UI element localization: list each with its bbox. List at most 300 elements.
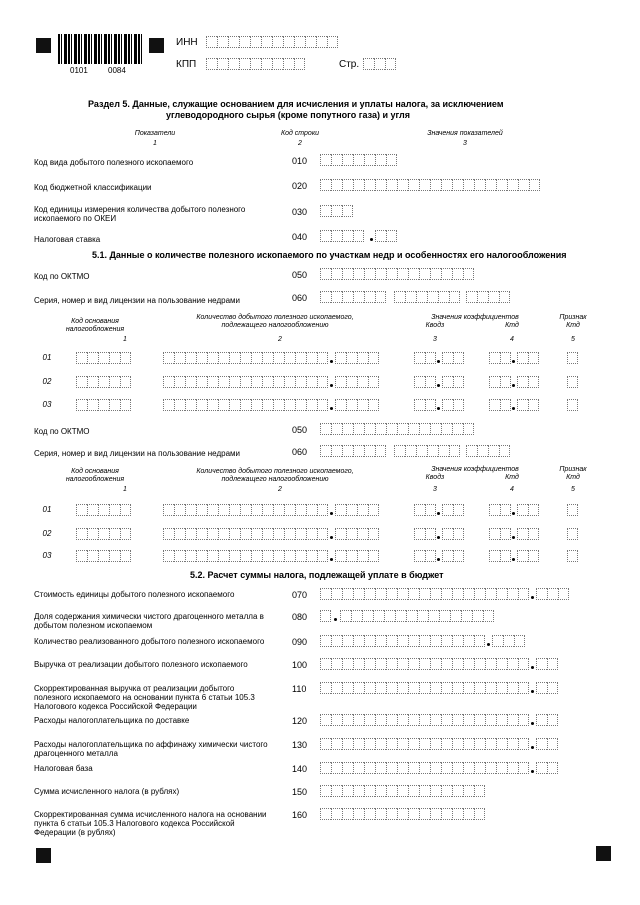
sub51-a-license-number[interactable] bbox=[394, 291, 460, 303]
cell[interactable] bbox=[342, 658, 353, 670]
sub52-row-160-int-field[interactable] bbox=[320, 808, 485, 820]
cell[interactable] bbox=[463, 635, 474, 647]
cell[interactable] bbox=[419, 762, 430, 774]
cell[interactable] bbox=[397, 179, 408, 191]
cell[interactable] bbox=[489, 376, 500, 388]
sub51-a-qty-int-field[interactable] bbox=[163, 352, 328, 364]
row-040-field-int[interactable] bbox=[320, 230, 364, 242]
cell[interactable] bbox=[375, 714, 386, 726]
sub52-row-120-frac-field[interactable] bbox=[536, 714, 558, 726]
cell[interactable] bbox=[342, 762, 353, 774]
cell[interactable] bbox=[419, 658, 430, 670]
cell[interactable] bbox=[306, 528, 317, 540]
cell[interactable] bbox=[353, 154, 364, 166]
cell[interactable] bbox=[463, 423, 474, 435]
cell[interactable] bbox=[76, 399, 87, 411]
cell[interactable] bbox=[76, 352, 87, 364]
sub51-a-kvyd-frac-field[interactable] bbox=[442, 376, 464, 388]
cell[interactable] bbox=[453, 352, 464, 364]
cell[interactable] bbox=[408, 588, 419, 600]
cell[interactable] bbox=[305, 36, 316, 48]
cell[interactable] bbox=[357, 399, 368, 411]
cell[interactable] bbox=[353, 762, 364, 774]
cell[interactable] bbox=[250, 36, 261, 48]
sub52-row-100-frac-field[interactable] bbox=[536, 658, 558, 670]
cell[interactable] bbox=[419, 808, 430, 820]
cell[interactable] bbox=[406, 610, 417, 622]
cell[interactable] bbox=[536, 588, 547, 600]
cell[interactable] bbox=[496, 658, 507, 670]
cell[interactable] bbox=[342, 445, 353, 457]
cell[interactable] bbox=[441, 762, 452, 774]
cell[interactable] bbox=[441, 588, 452, 600]
sub52-row-140-frac-field[interactable] bbox=[536, 762, 558, 774]
cell[interactable] bbox=[474, 635, 485, 647]
cell[interactable] bbox=[485, 658, 496, 670]
cell[interactable] bbox=[120, 504, 131, 516]
cell[interactable] bbox=[295, 399, 306, 411]
cell[interactable] bbox=[547, 738, 558, 750]
cell[interactable] bbox=[374, 58, 385, 70]
cell[interactable] bbox=[76, 504, 87, 516]
cell[interactable] bbox=[430, 658, 441, 670]
cell[interactable] bbox=[109, 376, 120, 388]
cell[interactable] bbox=[419, 714, 430, 726]
cell[interactable] bbox=[408, 714, 419, 726]
cell[interactable] bbox=[295, 376, 306, 388]
cell[interactable] bbox=[364, 179, 375, 191]
cell[interactable] bbox=[485, 714, 496, 726]
sub51-b-oktmo-field[interactable] bbox=[320, 423, 474, 435]
cell[interactable] bbox=[284, 528, 295, 540]
cell[interactable] bbox=[442, 550, 453, 562]
cell[interactable] bbox=[320, 738, 331, 750]
cell[interactable] bbox=[174, 528, 185, 540]
cell[interactable] bbox=[405, 291, 416, 303]
cell[interactable] bbox=[120, 550, 131, 562]
cell[interactable] bbox=[463, 785, 474, 797]
sub51-a-kvyd-int-field[interactable] bbox=[414, 399, 436, 411]
cell[interactable] bbox=[441, 714, 452, 726]
cell[interactable] bbox=[384, 610, 395, 622]
cell[interactable] bbox=[485, 179, 496, 191]
cell[interactable] bbox=[408, 738, 419, 750]
cell[interactable] bbox=[353, 268, 364, 280]
cell[interactable] bbox=[567, 399, 578, 411]
cell[interactable] bbox=[507, 658, 518, 670]
cell[interactable] bbox=[438, 291, 449, 303]
sub51-a-sign-field[interactable] bbox=[567, 399, 578, 411]
cell[interactable] bbox=[536, 658, 547, 670]
cell[interactable] bbox=[262, 352, 273, 364]
cell[interactable] bbox=[386, 682, 397, 694]
cell[interactable] bbox=[262, 376, 273, 388]
sub52-row-100-int-field[interactable] bbox=[320, 658, 529, 670]
cell[interactable] bbox=[335, 504, 346, 516]
sub51-a-license-type[interactable] bbox=[466, 291, 510, 303]
cell[interactable] bbox=[375, 445, 386, 457]
sub51-b-kvyd-frac-field[interactable] bbox=[442, 504, 464, 516]
cell[interactable] bbox=[442, 528, 453, 540]
cell[interactable] bbox=[386, 658, 397, 670]
cell[interactable] bbox=[397, 588, 408, 600]
cell[interactable] bbox=[120, 528, 131, 540]
cell[interactable] bbox=[331, 179, 342, 191]
sub52-row-120-int-field[interactable] bbox=[320, 714, 529, 726]
cell[interactable] bbox=[320, 154, 331, 166]
cell[interactable] bbox=[320, 714, 331, 726]
sub51-b-qty-int-field[interactable] bbox=[163, 550, 328, 562]
sub52-row-140-int-field[interactable] bbox=[320, 762, 529, 774]
cell[interactable] bbox=[375, 785, 386, 797]
sub51-a-basis-field[interactable] bbox=[76, 399, 131, 411]
sub52-row-070-frac-field[interactable] bbox=[536, 588, 569, 600]
cell[interactable] bbox=[507, 179, 518, 191]
cell[interactable] bbox=[441, 682, 452, 694]
cell[interactable] bbox=[517, 399, 528, 411]
cell[interactable] bbox=[240, 399, 251, 411]
cell[interactable] bbox=[397, 423, 408, 435]
cell[interactable] bbox=[419, 785, 430, 797]
sub51-a-ktd-int-field[interactable] bbox=[489, 399, 511, 411]
cell[interactable] bbox=[163, 399, 174, 411]
cell[interactable] bbox=[273, 399, 284, 411]
cell[interactable] bbox=[346, 550, 357, 562]
cell[interactable] bbox=[408, 682, 419, 694]
cell[interactable] bbox=[218, 528, 229, 540]
cell[interactable] bbox=[567, 528, 578, 540]
cell[interactable] bbox=[375, 588, 386, 600]
cell[interactable] bbox=[463, 268, 474, 280]
cell[interactable] bbox=[273, 376, 284, 388]
cell[interactable] bbox=[239, 36, 250, 48]
cell[interactable] bbox=[335, 528, 346, 540]
cell[interactable] bbox=[452, 635, 463, 647]
cell[interactable] bbox=[408, 658, 419, 670]
cell[interactable] bbox=[375, 635, 386, 647]
cell[interactable] bbox=[320, 635, 331, 647]
cell[interactable] bbox=[185, 528, 196, 540]
cell[interactable] bbox=[261, 36, 272, 48]
cell[interactable] bbox=[453, 550, 464, 562]
cell[interactable] bbox=[386, 154, 397, 166]
cell[interactable] bbox=[430, 714, 441, 726]
sub51-b-ktd-int-field[interactable] bbox=[489, 550, 511, 562]
cell[interactable] bbox=[500, 376, 511, 388]
cell[interactable] bbox=[474, 682, 485, 694]
cell[interactable] bbox=[518, 682, 529, 694]
cell[interactable] bbox=[517, 550, 528, 562]
cell[interactable] bbox=[536, 714, 547, 726]
inn-field[interactable] bbox=[206, 36, 338, 48]
sub51-b-sign-field[interactable] bbox=[567, 528, 578, 540]
cell[interactable] bbox=[489, 550, 500, 562]
cell[interactable] bbox=[364, 423, 375, 435]
cell[interactable] bbox=[518, 762, 529, 774]
cell[interactable] bbox=[284, 352, 295, 364]
cell[interactable] bbox=[405, 445, 416, 457]
sub51-b-license-series[interactable] bbox=[320, 445, 386, 457]
cell[interactable] bbox=[240, 504, 251, 516]
sub51-a-basis-field[interactable] bbox=[76, 376, 131, 388]
cell[interactable] bbox=[250, 58, 261, 70]
sub52-row-110-frac-field[interactable] bbox=[536, 682, 558, 694]
cell[interactable] bbox=[320, 610, 331, 622]
cell[interactable] bbox=[317, 352, 328, 364]
cell[interactable] bbox=[441, 808, 452, 820]
cell[interactable] bbox=[174, 550, 185, 562]
cell[interactable] bbox=[262, 550, 273, 562]
cell[interactable] bbox=[489, 528, 500, 540]
cell[interactable] bbox=[507, 738, 518, 750]
cell[interactable] bbox=[87, 399, 98, 411]
cell[interactable] bbox=[346, 399, 357, 411]
cell[interactable] bbox=[428, 610, 439, 622]
cell[interactable] bbox=[375, 423, 386, 435]
sub51-a-oktmo-field[interactable] bbox=[320, 268, 474, 280]
cell[interactable] bbox=[163, 376, 174, 388]
cell[interactable] bbox=[453, 528, 464, 540]
cell[interactable] bbox=[408, 179, 419, 191]
cell[interactable] bbox=[317, 399, 328, 411]
cell[interactable] bbox=[463, 682, 474, 694]
cell[interactable] bbox=[206, 58, 217, 70]
page-number-field[interactable] bbox=[363, 58, 396, 70]
cell[interactable] bbox=[536, 762, 547, 774]
cell[interactable] bbox=[408, 762, 419, 774]
cell[interactable] bbox=[163, 352, 174, 364]
cell[interactable] bbox=[316, 36, 327, 48]
cell[interactable] bbox=[427, 445, 438, 457]
cell[interactable] bbox=[375, 154, 386, 166]
cell[interactable] bbox=[450, 610, 461, 622]
cell[interactable] bbox=[477, 445, 488, 457]
cell[interactable] bbox=[417, 610, 428, 622]
cell[interactable] bbox=[364, 154, 375, 166]
cell[interactable] bbox=[351, 610, 362, 622]
cell[interactable] bbox=[353, 785, 364, 797]
cell[interactable] bbox=[98, 376, 109, 388]
cell[interactable] bbox=[441, 268, 452, 280]
cell[interactable] bbox=[364, 682, 375, 694]
cell[interactable] bbox=[320, 268, 331, 280]
cell[interactable] bbox=[98, 550, 109, 562]
cell[interactable] bbox=[474, 808, 485, 820]
cell[interactable] bbox=[547, 658, 558, 670]
cell[interactable] bbox=[342, 179, 353, 191]
cell[interactable] bbox=[295, 550, 306, 562]
cell[interactable] bbox=[228, 58, 239, 70]
sub51-b-kvyd-int-field[interactable] bbox=[414, 504, 436, 516]
cell[interactable] bbox=[109, 399, 120, 411]
cell[interactable] bbox=[386, 785, 397, 797]
cell[interactable] bbox=[449, 445, 460, 457]
cell[interactable] bbox=[109, 352, 120, 364]
cell[interactable] bbox=[488, 445, 499, 457]
sub51-b-ktd-int-field[interactable] bbox=[489, 528, 511, 540]
cell[interactable] bbox=[342, 738, 353, 750]
cell[interactable] bbox=[295, 352, 306, 364]
cell[interactable] bbox=[536, 738, 547, 750]
cell[interactable] bbox=[517, 376, 528, 388]
cell[interactable] bbox=[414, 550, 425, 562]
sub51-b-kvyd-int-field[interactable] bbox=[414, 528, 436, 540]
cell[interactable] bbox=[364, 291, 375, 303]
cell[interactable] bbox=[474, 179, 485, 191]
cell[interactable] bbox=[386, 268, 397, 280]
cell[interactable] bbox=[397, 738, 408, 750]
sub51-a-sign-field[interactable] bbox=[567, 376, 578, 388]
cell[interactable] bbox=[342, 154, 353, 166]
cell[interactable] bbox=[496, 682, 507, 694]
cell[interactable] bbox=[474, 762, 485, 774]
cell[interactable] bbox=[441, 635, 452, 647]
cell[interactable] bbox=[207, 528, 218, 540]
cell[interactable] bbox=[489, 504, 500, 516]
cell[interactable] bbox=[353, 179, 364, 191]
cell[interactable] bbox=[489, 399, 500, 411]
cell[interactable] bbox=[357, 352, 368, 364]
row-040-field-frac[interactable] bbox=[375, 230, 397, 242]
sub51-b-qty-int-field[interactable] bbox=[163, 528, 328, 540]
cell[interactable] bbox=[425, 504, 436, 516]
cell[interactable] bbox=[496, 714, 507, 726]
sub51-b-basis-field[interactable] bbox=[76, 528, 131, 540]
cell[interactable] bbox=[284, 504, 295, 516]
cell[interactable] bbox=[262, 504, 273, 516]
cell[interactable] bbox=[320, 762, 331, 774]
cell[interactable] bbox=[240, 352, 251, 364]
cell[interactable] bbox=[386, 635, 397, 647]
cell[interactable] bbox=[342, 635, 353, 647]
sub51-b-kvyd-frac-field[interactable] bbox=[442, 550, 464, 562]
sub51-a-license-series[interactable] bbox=[320, 291, 386, 303]
cell[interactable] bbox=[453, 399, 464, 411]
sub52-row-080-frac-field[interactable] bbox=[340, 610, 494, 622]
cell[interactable] bbox=[185, 352, 196, 364]
cell[interactable] bbox=[386, 230, 397, 242]
cell[interactable] bbox=[174, 399, 185, 411]
cell[interactable] bbox=[218, 399, 229, 411]
cell[interactable] bbox=[109, 528, 120, 540]
cell[interactable] bbox=[430, 635, 441, 647]
cell[interactable] bbox=[196, 352, 207, 364]
cell[interactable] bbox=[514, 635, 525, 647]
cell[interactable] bbox=[518, 658, 529, 670]
cell[interactable] bbox=[463, 658, 474, 670]
cell[interactable] bbox=[196, 550, 207, 562]
cell[interactable] bbox=[452, 762, 463, 774]
cell[interactable] bbox=[251, 352, 262, 364]
cell[interactable] bbox=[342, 291, 353, 303]
cell[interactable] bbox=[357, 376, 368, 388]
cell[interactable] bbox=[240, 550, 251, 562]
cell[interactable] bbox=[500, 550, 511, 562]
cell[interactable] bbox=[335, 550, 346, 562]
cell[interactable] bbox=[346, 504, 357, 516]
cell[interactable] bbox=[364, 658, 375, 670]
cell[interactable] bbox=[87, 550, 98, 562]
cell[interactable] bbox=[251, 550, 262, 562]
cell[interactable] bbox=[346, 528, 357, 540]
cell[interactable] bbox=[517, 504, 528, 516]
cell[interactable] bbox=[419, 635, 430, 647]
cell[interactable] bbox=[472, 610, 483, 622]
cell[interactable] bbox=[517, 528, 528, 540]
sub51-a-basis-field[interactable] bbox=[76, 352, 131, 364]
cell[interactable] bbox=[485, 738, 496, 750]
cell[interactable] bbox=[463, 762, 474, 774]
cell[interactable] bbox=[441, 658, 452, 670]
cell[interactable] bbox=[386, 179, 397, 191]
sub51-a-ktd-frac-field[interactable] bbox=[517, 376, 539, 388]
cell[interactable] bbox=[528, 528, 539, 540]
cell[interactable] bbox=[452, 738, 463, 750]
cell[interactable] bbox=[320, 808, 331, 820]
cell[interactable] bbox=[331, 291, 342, 303]
cell[interactable] bbox=[567, 504, 578, 516]
sub51-b-license-type[interactable] bbox=[466, 445, 510, 457]
cell[interactable] bbox=[342, 588, 353, 600]
cell[interactable] bbox=[419, 588, 430, 600]
cell[interactable] bbox=[439, 610, 450, 622]
cell[interactable] bbox=[547, 714, 558, 726]
cell[interactable] bbox=[229, 528, 240, 540]
cell[interactable] bbox=[331, 658, 342, 670]
sub51-b-ktd-frac-field[interactable] bbox=[517, 504, 539, 516]
cell[interactable] bbox=[196, 376, 207, 388]
cell[interactable] bbox=[357, 504, 368, 516]
cell[interactable] bbox=[485, 762, 496, 774]
cell[interactable] bbox=[518, 738, 529, 750]
cell[interactable] bbox=[430, 268, 441, 280]
cell[interactable] bbox=[397, 714, 408, 726]
cell[interactable] bbox=[441, 738, 452, 750]
cell[interactable] bbox=[386, 738, 397, 750]
cell[interactable] bbox=[507, 588, 518, 600]
cell[interactable] bbox=[261, 58, 272, 70]
cell[interactable] bbox=[375, 230, 386, 242]
cell[interactable] bbox=[364, 714, 375, 726]
cell[interactable] bbox=[364, 762, 375, 774]
cell[interactable] bbox=[283, 58, 294, 70]
cell[interactable] bbox=[567, 376, 578, 388]
cell[interactable] bbox=[98, 352, 109, 364]
cell[interactable] bbox=[528, 376, 539, 388]
cell[interactable] bbox=[386, 714, 397, 726]
cell[interactable] bbox=[342, 808, 353, 820]
cell[interactable] bbox=[262, 399, 273, 411]
cell[interactable] bbox=[272, 36, 283, 48]
cell[interactable] bbox=[364, 588, 375, 600]
cell[interactable] bbox=[489, 352, 500, 364]
cell[interactable] bbox=[496, 738, 507, 750]
cell[interactable] bbox=[397, 658, 408, 670]
cell[interactable] bbox=[251, 376, 262, 388]
cell[interactable] bbox=[353, 291, 364, 303]
cell[interactable] bbox=[547, 762, 558, 774]
cell[interactable] bbox=[353, 423, 364, 435]
kpp-field[interactable] bbox=[206, 58, 305, 70]
cell[interactable] bbox=[528, 504, 539, 516]
cell[interactable] bbox=[331, 154, 342, 166]
cell[interactable] bbox=[368, 528, 379, 540]
cell[interactable] bbox=[500, 528, 511, 540]
cell[interactable] bbox=[529, 179, 540, 191]
cell[interactable] bbox=[353, 635, 364, 647]
sub51-b-ktd-frac-field[interactable] bbox=[517, 528, 539, 540]
cell[interactable] bbox=[228, 36, 239, 48]
